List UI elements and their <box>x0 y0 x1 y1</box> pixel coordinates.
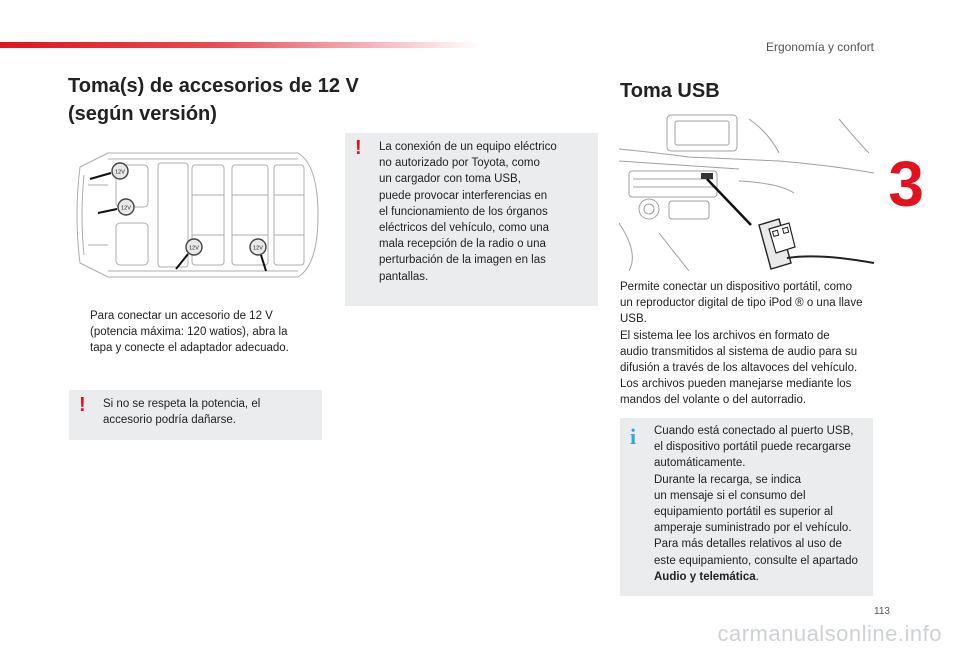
bullet-line: Para conectar un accesorio de 12 V <box>90 310 273 322</box>
usb-line: difusión a través de los altavoces del vehículo. <box>620 362 858 375</box>
bullet-line: tapa y conecte el adaptador adecuado. <box>90 342 289 355</box>
info-line: Para más detalles relativos al uso de <box>654 538 842 551</box>
svg-text:12V: 12V <box>189 245 199 252</box>
info-line: el dispositivo portátil puede recargarse <box>654 441 851 454</box>
power-warning-box <box>69 390 322 440</box>
info-line: Durante la recarga, se indica <box>654 473 802 486</box>
chapter-number: 3 <box>888 148 924 220</box>
info-line-last <box>654 569 858 585</box>
usb-line: audio transmitidos al sistema de audio para su <box>620 345 858 358</box>
watermark: carmanualsonline.info <box>717 621 942 646</box>
info-line: un mensaje si el consumo del <box>654 489 806 502</box>
warning-line: accesorio podría dañarse. <box>103 414 236 427</box>
usb-line: mandos del volante o del autorradio. <box>620 394 807 407</box>
info-bold-reference: Audio y telemática <box>654 570 756 583</box>
warning-line: pantallas. <box>379 270 429 283</box>
header-red-bar <box>0 42 480 48</box>
svg-text:12V: 12V <box>121 205 131 212</box>
info-line: Cuando está conectado al puerto USB, <box>654 425 854 437</box>
interference-warning-box <box>345 133 598 306</box>
left-heading-line-2: (según versión) <box>68 103 217 125</box>
van-interior-diagram <box>68 145 322 285</box>
warning-line: mala recepción de la radio o una <box>379 238 546 251</box>
usb-line: USB. <box>620 313 647 326</box>
info-line: equipamiento portátil es superior al <box>654 506 833 519</box>
left-heading-line-1: Toma(s) de accesorios de 12 V <box>68 75 359 97</box>
info-icon: i <box>630 424 637 449</box>
svg-text:12V: 12V <box>253 245 263 252</box>
info-line: automáticamente. <box>654 457 746 470</box>
bullet-paragraph <box>70 308 320 357</box>
bullet-line: (potencia máxima: 120 watios), abra la <box>90 326 288 339</box>
usb-line: un reproductor digital de tipo iPod ® o una llave <box>620 297 863 310</box>
warning-line: el funcionamiento de los órganos <box>379 205 548 218</box>
usb-line: Los archivos pueden manejarse mediante los <box>620 378 852 391</box>
info-line: amperaje suministrado por el vehículo. <box>654 522 852 535</box>
warning-line: La conexión de un equipo eléctrico <box>379 141 557 153</box>
page-number: 113 <box>874 606 890 617</box>
info-period: . <box>755 570 759 583</box>
usb-heading: Toma USB <box>620 80 720 102</box>
warning-line: no autorizado por Toyota, como <box>379 157 540 170</box>
usb-info-box <box>620 418 873 596</box>
section-title: Ergonomía y confort <box>765 40 874 54</box>
warning-icon: ! <box>79 394 86 416</box>
info-line: este equipamiento, consulte el apartado <box>654 554 858 567</box>
svg-text:12V: 12V <box>115 169 125 176</box>
usb-description <box>620 279 878 409</box>
warning-line: perturbación de la imagen en las <box>379 254 546 267</box>
usb-dashboard-illustration <box>619 113 874 271</box>
left-heading <box>68 72 359 128</box>
warning-line: Si no se respeta la potencia, el <box>103 398 261 410</box>
warning-icon: ! <box>355 137 362 159</box>
warning-line: un cargador con toma USB, <box>379 173 521 186</box>
usb-line: Permite conectar un dispositivo portátil, como <box>620 281 853 293</box>
usb-line: El sistema lee los archivos en formato de <box>620 329 830 342</box>
warning-line: eléctricos del vehículo, como una <box>379 222 550 235</box>
warning-line: puede provocar interferencias en <box>379 189 548 202</box>
